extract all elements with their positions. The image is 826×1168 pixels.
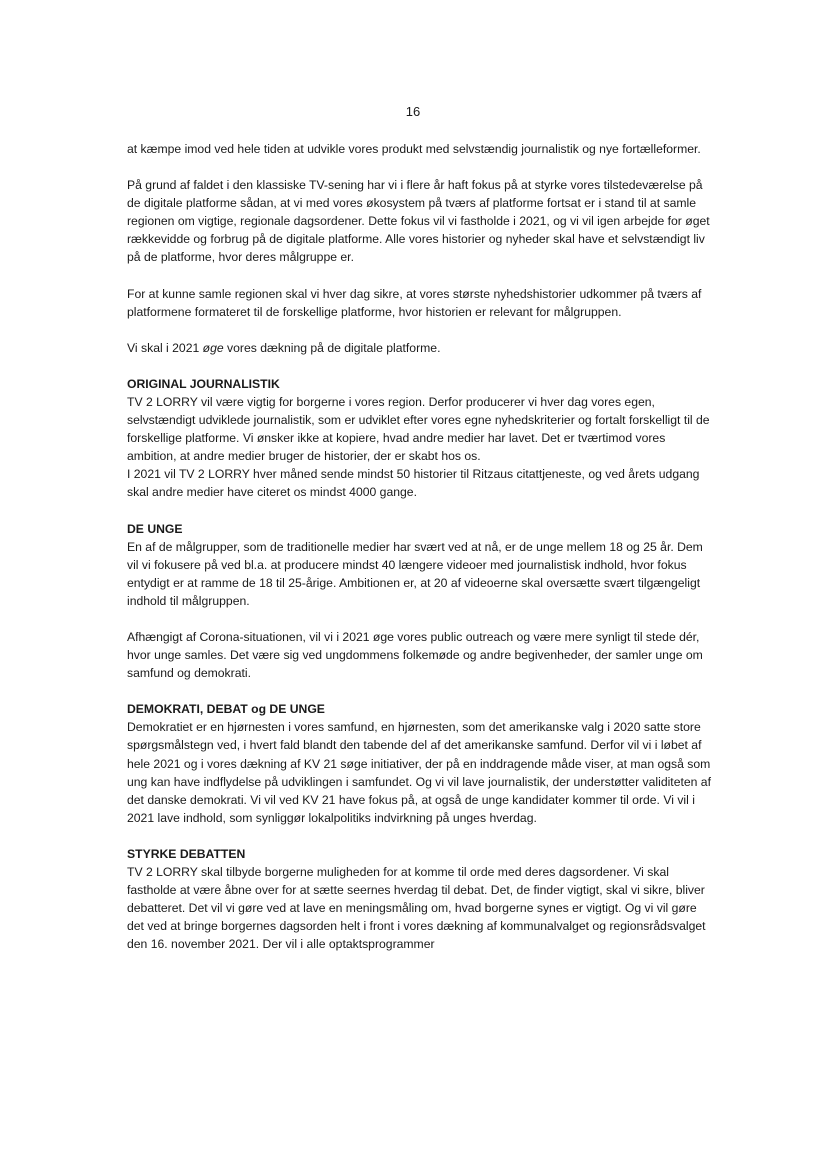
page-number: 16 <box>405 104 421 119</box>
section-heading-original: ORIGINAL JOURNALISTIK <box>127 376 280 391</box>
young-paragraph-1: En af de målgrupper, som de traditionelle medier har svært ved at nå, er de unge mellem 18 og 25 år. Dem vil vi fokusere på ved bl.a. at producere mindst 40 længere videoer med journalistisk indhold, hvor fokus entydigt er at ramme de 18 til 25-årige. Ambitionen er, at 20 af videoerne skal oversætte svært tilgængeligt indhold til målgruppen. <box>127 539 703 608</box>
original-paragraph-1: TV 2 LORRY vil være vigtig for borgerne i vores region. Derfor producerer vi hver dag vores egen, selvstændigt udviklede journalistik, som er udviklet efter vores egne nyhedskriterier og fortalt forskelligt til de forskellige platforme. Vi ønsker ikke at kopiere, hvad andre medier har lavet. Det er tværtimod vores ambition, at andre medier bruger de historier, der er skabt hos os. <box>127 394 710 464</box>
intro-paragraph-4 <box>127 339 717 357</box>
young-paragraph-2: Afhængigt af Corona-situationen, vil vi i 2021 øge vores public outreach og være mere synligt til stede dér, hvor unge samles. Det være sig ved ungdommens folkemøde og andre begivenheder, der samler unge om samfund og demokrati. <box>127 629 703 681</box>
document-body <box>127 140 717 953</box>
intro-paragraph-3: For at kunne samle regionen skal vi hver dag sikre, at vores største nyhedshistorier udkommer på tværs af platformene formateret til de forskellige platforme, hvor historien er relevant for målgruppen. <box>127 286 702 319</box>
original-paragraph-2: I 2021 vil TV 2 LORRY hver måned sende mindst 50 historier til Ritzaus citattjeneste, og ved årets udgang skal andre medier have citeret os mindst 4000 gange. <box>127 467 700 500</box>
intro-paragraph-1: at kæmpe imod ved hele tiden at udvikle vores produkt med selvstændig journalistik og nye fortælleformer. <box>127 142 701 156</box>
section-heading-young: DE UNGE <box>127 521 183 536</box>
intro-p4-after: vores dækning på de digitale platforme. <box>223 340 441 355</box>
section-heading-democracy: DEMOKRATI, DEBAT og DE UNGE <box>127 702 325 717</box>
intro-paragraph-2: På grund af faldet i den klassiske TV-sening har vi i flere år haft fokus på at styrke vores tilstedeværelse på de digitale platforme sådan, at vi med vores økosystem på tværs af platforme fortsat er i stand til at samle regionen om vigtige, regionale dagsordener. Dette fokus vil vi fastholde i 2021, og vi vil igen arbejde for øget rækkevidde og forbrug på de digitale platforme. Alle vores historier og nyheder skal have et selvstændigt liv på de platforme, hvor deres målgruppe er. <box>127 178 710 265</box>
intro-p4-before: Vi skal i 2021 <box>127 340 203 355</box>
intro-p4-emphasis: øge <box>202 340 224 355</box>
democracy-paragraph-1: Demokratiet er en hjørnesten i vores samfund, en hjørnesten, som det amerikanske valg i 2020 satte store spørgsmålstegn ved, i hvert fald blandt den tabende del af det amerikanske samfund. Derfor vil vi i løbet af hele 2021 og i vores dækning af KV 21 søge initiativer, der på en inddragende måde viser, at man også som ung kan have indflydelse på udviklingen i samfundet. Og vi vil lave journalistik, der understøtter validiteten af det danske demokrati. Vi vil ved KV 21 have fokus på, at også de unge kandidater kommer til orde. Vi vil i 2021 lave indhold, som synliggør lokalpolitiks indvirkning på unges hverdag. <box>127 720 711 825</box>
debate-paragraph-1: TV 2 LORRY skal tilbyde borgerne muligheden for at komme til orde med deres dagsordener. Vi skal fastholde at være åbne over for at sætte seernes hverdag til debat. Det, de finder vigtigt, skal vi sikre, bliver debatteret. Det vil vi gøre ved at lave en meningsmåling om, hvad borgerne synes er vigtigt. Og vi vil gøre det ved at bringe borgernes dagsorden helt i front i vores dækning af kommunalvalget og regionsrådsvalget den 16. november 2021. Der vil i alle optaktsprogrammer <box>127 865 706 952</box>
section-heading-debate: STYRKE DEBATTEN <box>127 846 246 861</box>
